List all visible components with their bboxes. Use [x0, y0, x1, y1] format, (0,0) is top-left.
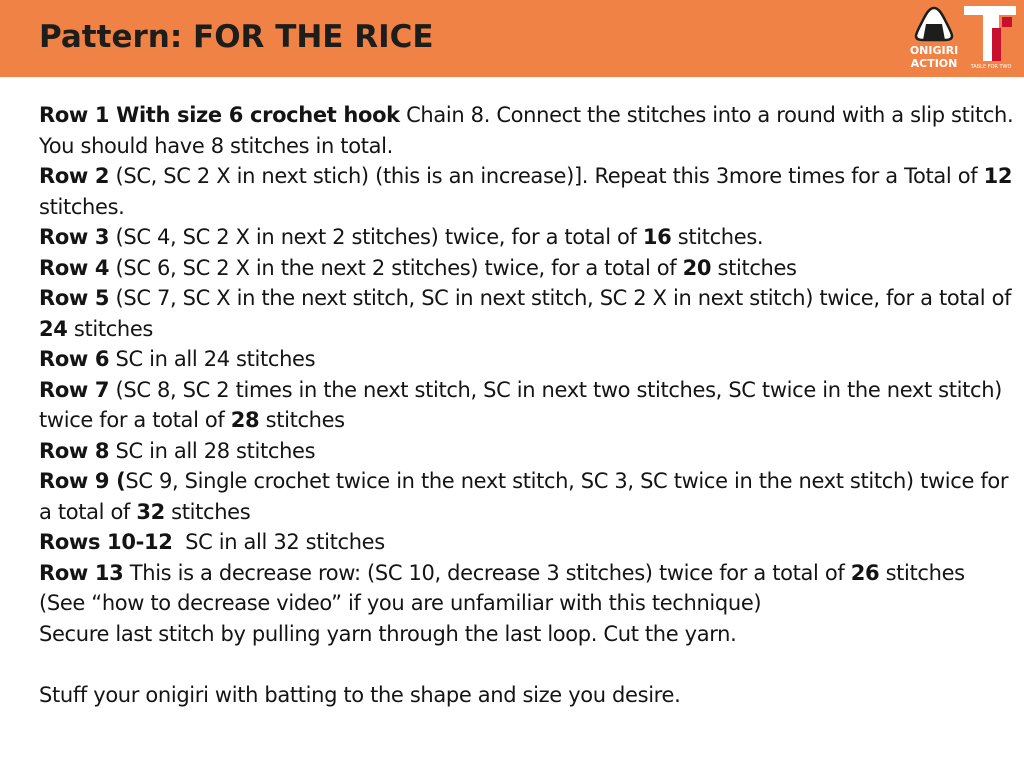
bold-label: 20 — [682, 255, 712, 280]
bold-label: Row 5 — [39, 286, 110, 310]
bold-label: 12 — [983, 164, 1013, 188]
instruction-text: stitches. — [39, 194, 125, 219]
bold-label: 28 — [230, 408, 260, 432]
onigiri-action-logo — [903, 6, 965, 72]
instruction-text: (SC 7, SC X in the next stitch, SC in next stitch, SC 2 X in next stitch) twice, for a total of — [109, 286, 1012, 310]
stuff-instruction — [39, 680, 1014, 711]
row-2 — [39, 161, 1014, 222]
rows-10-12 — [39, 527, 1014, 558]
instruction-text: stitches. — [671, 225, 764, 249]
bold-label: Row 2 — [39, 164, 110, 188]
row-6 — [39, 344, 1014, 375]
instruction-text: This is a decrease row: (SC 10, decrease 3 stitches) twice for a total of — [123, 560, 851, 585]
instruction-text: (SC 8, SC 2 times in the next stitch, SC in next two stitches, SC twice in the next stitch) twice for a total of — [39, 377, 1003, 432]
spacer — [39, 649, 1014, 680]
instruction-text: SC 9, Single crochet twice in the next stitch, SC 3, SC twice in the next stitch) twice for a total of — [39, 469, 1009, 524]
row-5 — [39, 283, 1014, 344]
bold-label: 32 — [136, 499, 165, 524]
instruction-text: (SC 4, SC 2 X in next 2 stitches) twice, for a total of — [109, 225, 643, 249]
secure-instruction — [39, 619, 1014, 650]
row-4 — [39, 253, 1014, 284]
bold-label: Row 13 — [39, 560, 124, 585]
onigiri-action-wordmark: ONIGIRI ACTION — [909, 44, 959, 70]
bold-label: Row 6 — [39, 347, 110, 371]
instruction-text: stitches — [711, 255, 797, 280]
instruction-text: stitches — [164, 499, 251, 524]
instruction-text: Stuff your onigiri with batting to the shape and size you desire. — [39, 682, 681, 707]
instruction-text: stitches (See “how to decrease video” if you are unfamiliar with this technique) — [39, 560, 965, 615]
instruction-text: SC in all 32 stitches — [172, 530, 385, 554]
row-13 — [39, 558, 1014, 619]
instruction-text: Secure last stitch by pulling yarn through the last loop. Cut the yarn. — [39, 621, 737, 646]
instruction-text: stitches — [259, 408, 345, 432]
bold-label: Row 1 With size 6 crochet hook — [39, 103, 400, 127]
bold-label: Row 3 — [39, 225, 110, 249]
row-3 — [39, 222, 1014, 253]
row-8 — [39, 436, 1014, 467]
t-logo-icon — [964, 4, 1016, 62]
bold-label: 24 — [39, 316, 68, 341]
bold-label: Row 4 — [39, 255, 110, 280]
bold-label: Rows 10-12 — [39, 530, 173, 554]
instruction-text: (SC 6, SC 2 X in the next 2 stitches) twice, for a total of — [109, 255, 683, 280]
bold-label: Row 7 — [39, 377, 110, 402]
pattern-instructions — [39, 100, 1014, 710]
bold-label: 16 — [642, 225, 672, 249]
instruction-text: Chain 8. Connect the stitches into a round with a slip stitch. You should have 8 stitches in total. — [39, 103, 1014, 158]
instruction-text: SC in all 28 stitches — [109, 438, 316, 463]
table-for-two-logo — [962, 4, 1018, 72]
t-logo-tagline: TABLE FOR TWO — [970, 64, 1012, 70]
header-bar — [0, 0, 1024, 77]
page-title: Pattern: FOR THE RICE — [39, 19, 434, 55]
bold-label: Row 8 — [39, 438, 110, 463]
instruction-text: (SC, SC 2 X in next stich) (this is an increase)]. Repeat this 3more times for a Total of — [109, 164, 984, 188]
row-9 — [39, 466, 1014, 527]
bold-label: 26 — [850, 560, 880, 585]
row-1 — [39, 100, 1014, 161]
onigiri-icon — [914, 6, 954, 42]
instruction-text: SC in all 24 stitches — [109, 347, 316, 371]
instruction-text: stitches — [67, 316, 154, 341]
bold-label: Row 9 ( — [39, 469, 126, 493]
row-7 — [39, 375, 1014, 436]
